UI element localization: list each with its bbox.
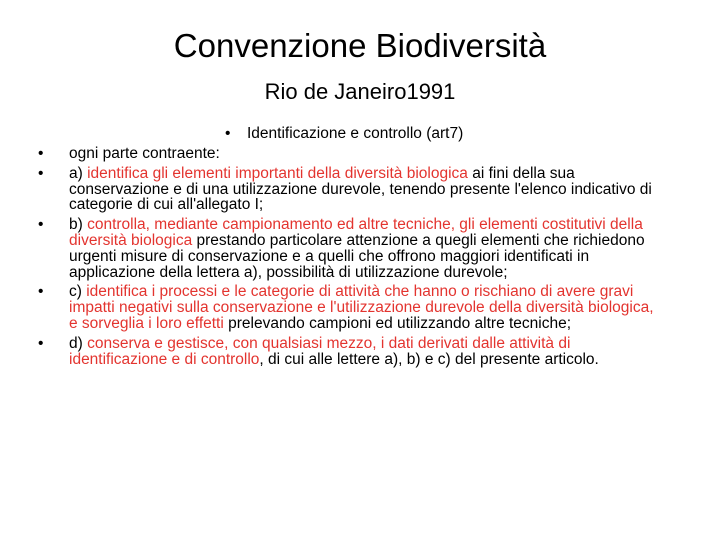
item-prefix: b) bbox=[69, 216, 88, 234]
item-highlight: conserva e gestisce, con qualsiasi mezzo, i dati derivati dalle attività di identificazione e di controllo bbox=[69, 334, 571, 368]
slide-title: Convenzione Biodiversità bbox=[173, 27, 547, 64]
item-prefix: a) bbox=[69, 164, 88, 182]
list-item bbox=[38, 166, 658, 213]
item-prefix: c) bbox=[69, 283, 87, 301]
item-suffix: prestando particolare attenzione a quegli elementi che richiedono urgenti misure di conservazione e a quelli che offrono maggiori identificati in applicazione della lettera a), possibilità di utilizzazione durevole; bbox=[69, 231, 645, 281]
list-item bbox=[38, 146, 658, 162]
bullet: • bbox=[225, 125, 231, 142]
list-item bbox=[38, 217, 658, 280]
item-prefix: d) bbox=[69, 334, 88, 352]
slide-subtitle: Rio de Janeiro1991 bbox=[264, 79, 456, 104]
bullet-list bbox=[38, 146, 658, 371]
item-prefix: ogni parte contraente: bbox=[69, 145, 220, 162]
item-highlight: identifica gli elementi importanti della diversità biologica bbox=[87, 164, 468, 182]
bullet: • bbox=[38, 145, 44, 162]
list-item bbox=[38, 284, 658, 331]
list-item bbox=[38, 336, 658, 368]
bullet: • bbox=[38, 334, 44, 352]
section-heading bbox=[225, 125, 463, 143]
bullet: • bbox=[38, 216, 44, 234]
item-suffix: ai fini della sua conservazione e di una utilizzazione durevole, tenendo presente l'elenco indicativo di categorie di cui all'allegato I; bbox=[69, 164, 652, 214]
item-highlight: identifica i processi e le categorie di attività che hanno o rischiano di avere gravi impatti negativi sulla conservazione e l'utilizzazione durevole della diversità biologica, e sorveglia i loro effetti bbox=[69, 283, 654, 332]
bullet: • bbox=[38, 283, 44, 301]
section-heading-text: Identificazione e controllo (art7) bbox=[247, 125, 464, 142]
item-highlight: controlla, mediante campionamento ed altre tecniche, gli elementi costitutivi della diversità biologica bbox=[69, 216, 643, 249]
item-suffix: prelevando campioni ed utilizzando altre tecniche; bbox=[223, 314, 572, 332]
bullet: • bbox=[38, 164, 44, 182]
item-suffix: , di cui alle lettere a), b) e c) del presente articolo. bbox=[259, 350, 599, 368]
